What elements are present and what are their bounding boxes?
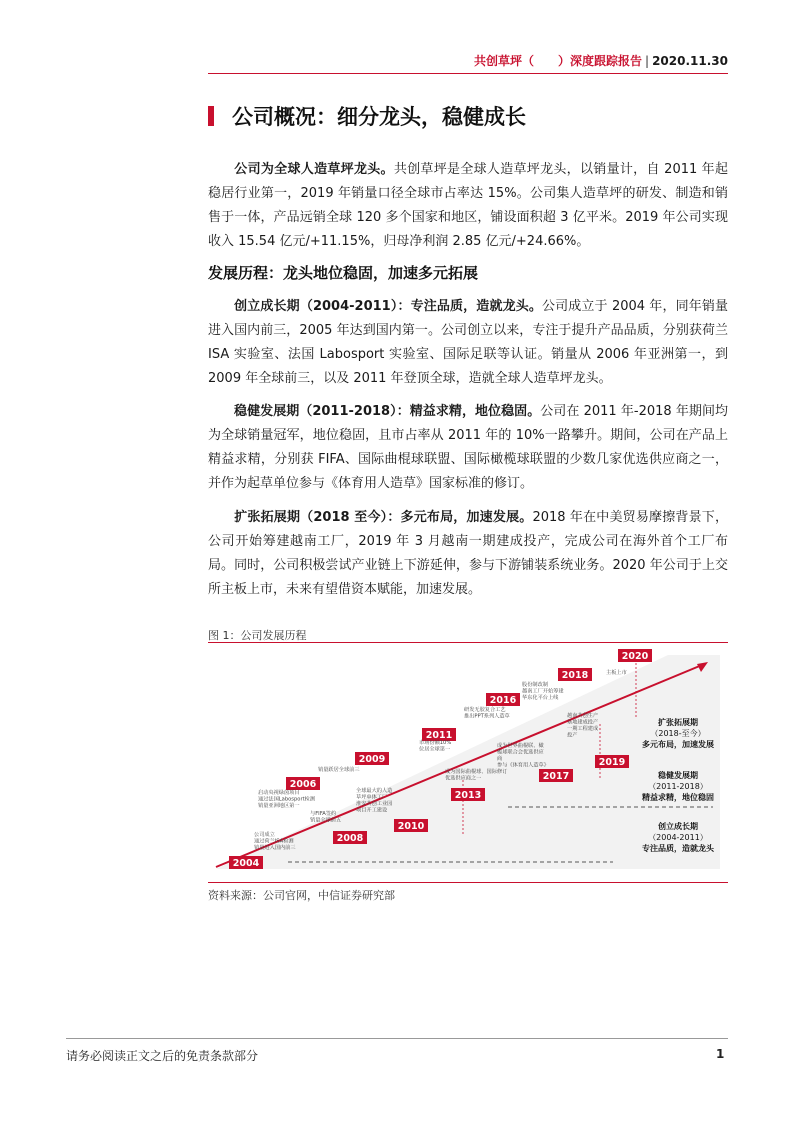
year-label: 2004 bbox=[232, 858, 260, 869]
year-label: 2019 bbox=[598, 757, 626, 768]
year-note bbox=[254, 830, 296, 851]
year-note-line: 商 bbox=[497, 756, 503, 762]
year-label: 2010 bbox=[397, 821, 425, 832]
period-paragraph-3 bbox=[208, 506, 728, 602]
intro-paragraph bbox=[208, 158, 728, 254]
timeline-figure bbox=[208, 643, 728, 881]
year-marker-2013 bbox=[451, 788, 485, 801]
intro-lead: 公司为全球人造草坪龙头。 bbox=[234, 162, 394, 177]
year-note bbox=[258, 788, 315, 809]
stage-labels bbox=[641, 717, 715, 854]
year-note bbox=[419, 738, 451, 753]
period-lead: 创立成长期（2004-2011）：专注品质，造就龙头。 bbox=[234, 299, 542, 314]
stage-title: 扩张拓展期 bbox=[658, 718, 698, 727]
year-note-line: 销量全球前五 bbox=[310, 817, 342, 824]
page-number: 1 bbox=[716, 1047, 725, 1061]
year-note-line: 与FIFA签约 bbox=[310, 811, 337, 817]
footer-rule bbox=[66, 1038, 728, 1039]
stage-desc: 精益求精，地位稳固 bbox=[642, 793, 714, 802]
year-note-line: 研发无胶复合工艺 bbox=[464, 707, 506, 713]
stage-title: 稳健发展期 bbox=[658, 771, 698, 780]
year-note-line: 越南工厂开始筹建 bbox=[522, 688, 564, 695]
year-note bbox=[318, 765, 360, 773]
footer-disclaimer: 请务必阅读正文之后的免责条款部分 bbox=[66, 1049, 259, 1063]
report-header bbox=[456, 52, 728, 69]
year-label: 2016 bbox=[489, 695, 517, 706]
year-note-line: 成为世界曲棍联、橄 bbox=[497, 743, 544, 749]
figure-title: 图 1：公司发展历程 bbox=[208, 629, 307, 642]
year-marker-2006 bbox=[286, 777, 320, 790]
year-marker-2016 bbox=[486, 693, 520, 706]
year-note bbox=[464, 705, 510, 720]
header-rule bbox=[208, 73, 728, 74]
stage-range: （2018-至今） bbox=[650, 729, 706, 738]
year-note bbox=[522, 680, 564, 701]
year-marker-2010 bbox=[394, 819, 428, 832]
year-note-line: 基地建成投产 bbox=[567, 719, 599, 726]
year-note-line: 华东化平台上线 bbox=[522, 695, 559, 701]
year-note-line: 榄球联合会优选供应 bbox=[497, 749, 544, 756]
figure-source: 资料来源：公司官网，中信证券研究部 bbox=[208, 889, 395, 902]
stage-desc: 专注品质，造就龙头 bbox=[642, 844, 714, 853]
year-note-line: 项目开工建设 bbox=[356, 807, 388, 814]
year-label: 2011 bbox=[425, 730, 453, 741]
year-note-line: 参与《体育用人造草》 bbox=[497, 762, 549, 769]
intro-text: 共创草坪是全球人造草坪龙头，以销量计，自 2011 年起稳居行业第一，2019 年销量口径全球市占率达 15%。公司集人造草坪的研发、制造和销售于一体，产品远销全球 120 多个国家和地区，铺设面积超 3 亿平米。2019 年公司实现收入 15.54 亿元/+11.15%，归母净利润 2.85 亿元/+24.66%。 bbox=[208, 162, 728, 249]
year-note-line: 越南共创生产 bbox=[567, 713, 599, 719]
year-label: 2006 bbox=[289, 779, 317, 790]
year-label: 2017 bbox=[542, 771, 570, 782]
year-note-line: 股份制改制 bbox=[522, 682, 548, 688]
year-note-line: 一期工程建成 bbox=[567, 726, 599, 732]
year-note-line: 淮安共创工业园 bbox=[356, 801, 393, 807]
year-note-line: 推出PPT系列人造草 bbox=[464, 713, 510, 720]
subheading: 发展历程：龙头地位稳固，加速多元拓展 bbox=[208, 264, 479, 282]
section-marker bbox=[208, 106, 214, 126]
stage-range: （2011-2018） bbox=[648, 782, 708, 791]
stage-title: 创立成长期 bbox=[658, 822, 698, 831]
stage-desc: 多元布局，加速发展 bbox=[642, 740, 714, 749]
year-marker-2019 bbox=[595, 755, 629, 768]
period-paragraph-1 bbox=[208, 295, 728, 391]
figure-bottom-rule bbox=[208, 882, 728, 883]
year-note-line: 全球最大的人造 bbox=[356, 788, 393, 794]
year-note-line: 公司成立 bbox=[254, 832, 275, 838]
year-marker-2009 bbox=[355, 752, 389, 765]
year-note-line: 通过法国Labosport检测 bbox=[258, 796, 315, 803]
year-label: 2013 bbox=[454, 790, 482, 801]
year-note-line: 销量跃居全球前三 bbox=[318, 767, 360, 773]
year-marker-2017 bbox=[539, 769, 573, 782]
year-note-line: 市场份额10% bbox=[419, 740, 452, 746]
year-marker-2018 bbox=[558, 668, 592, 681]
year-marker-2004 bbox=[229, 856, 263, 869]
period-text: 公司在 2011 年-2018 年期间均为全球销量冠军，地位稳固，且市占率从 2011 年的 10%一路攀升。期间，公司在产品上精益求精，分别获 FIFA、国际曲棍球联盟、国际橄榄球联盟的少数几家优选供应商之一，并作为起草单位参与《体育用人造草》国家标准的修订。 bbox=[208, 404, 728, 491]
year-note-line: 草坪单体工厂 bbox=[356, 794, 388, 801]
year-marker-2020 bbox=[618, 649, 652, 662]
year-note-line: 销量进入国内前三 bbox=[254, 845, 296, 851]
period-lead: 稳健发展期（2011-2018）：精益求精，地位稳固。 bbox=[234, 404, 541, 419]
year-note-line: 成为国际曲棍球、国际 bbox=[445, 769, 497, 775]
year-note bbox=[356, 786, 392, 814]
year-note-line: 位居全球第一 bbox=[419, 746, 451, 753]
header-company: 共创草坪（ ）深度跟踪报告 bbox=[474, 54, 643, 68]
year-label: 2018 bbox=[561, 670, 589, 681]
section-title: 公司概况：细分龙头，稳健成长 bbox=[232, 105, 526, 129]
period-text: 2018 年在中美贸易摩擦背景下，公司开始筹建越南工厂，2019 年 3 月越南一期建成投产，完成公司在海外首个工厂布局。同时，公司积极尝试产业链上下游延伸，参与下游铺装系统业务。2020 年公司于上交所主板上市，未来有望借资本赋能，加速发展。 bbox=[208, 510, 729, 597]
year-note-line: 启动央视绿茵项目 bbox=[258, 790, 300, 796]
period-text: 公司成立于 2004 年，同年销量进入国内前三，2005 年达到国内第一。公司创立以来，专注于提升产品品质，分别获荷兰 ISA 实验室、法国 Labosport 实验室、国际足联等认证。销量从 2006 年亚洲第一，到 2009 年全球前三，以及 2011 年登顶全球，造就全球人造草坪龙头。 bbox=[208, 299, 728, 386]
year-label: 2008 bbox=[336, 833, 364, 844]
year-note bbox=[606, 668, 627, 676]
year-marker-2008 bbox=[333, 831, 367, 844]
year-note-line: 投产 bbox=[567, 732, 578, 739]
year-note-line: 修订 bbox=[497, 769, 508, 775]
year-label: 2020 bbox=[621, 651, 649, 662]
year-note-line: 优选供应商之一 bbox=[445, 775, 482, 782]
year-note-line: 销量亚洲地区第一 bbox=[258, 803, 300, 809]
year-note-line: 通过荷兰ISA检测 bbox=[254, 838, 294, 845]
period-lead: 扩张拓展期（2018 至今）：多元布局，加速发展。 bbox=[234, 510, 533, 525]
header-date: 2020.11.30 bbox=[652, 54, 728, 68]
stage-range: （2004-2011） bbox=[648, 833, 708, 842]
year-label: 2009 bbox=[358, 754, 386, 765]
header-separator: | bbox=[645, 54, 650, 68]
year-note-line: 主板上市 bbox=[606, 670, 627, 676]
period-paragraph-2 bbox=[208, 400, 728, 496]
